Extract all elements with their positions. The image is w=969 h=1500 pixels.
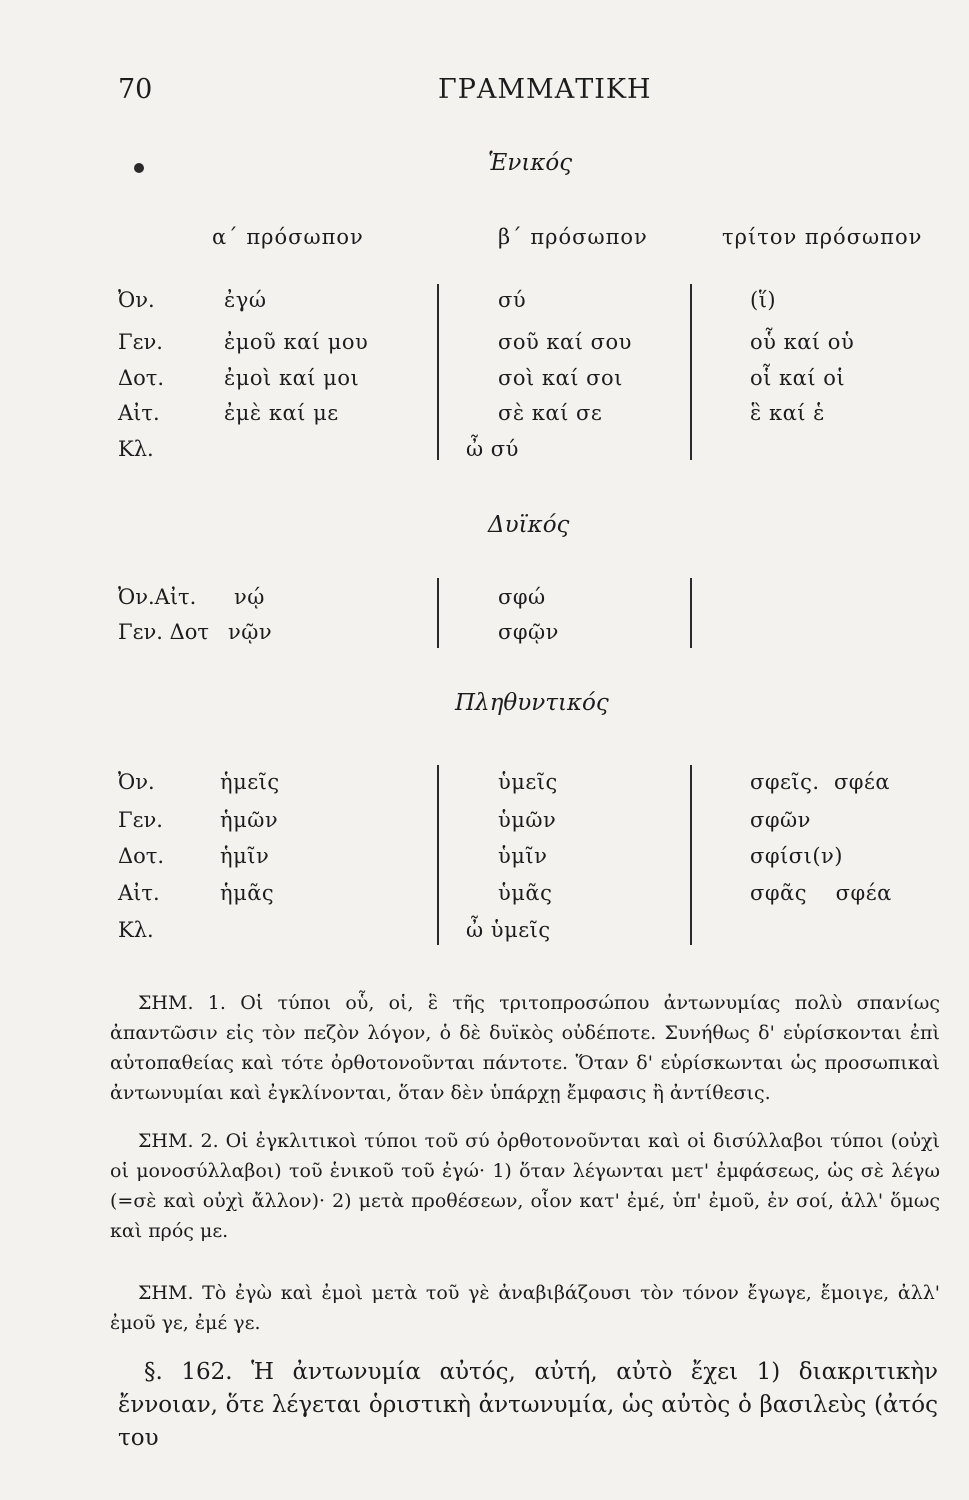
form-second-person: σοὶ καί σοι [498,366,623,390]
case-label: Ὀν.Αἰτ. [118,585,197,609]
col-head-third: τρίτον πρόσωπον [722,225,923,249]
case-label: Δοτ. [118,844,165,868]
case-label: Γεν. [118,330,163,354]
case-label: Γεν. [118,808,163,832]
running-title: ΓΡΑΜΜΑΤΙΚΗ [438,74,652,105]
dual-title: Δυϊκός [488,512,570,538]
column-rule [437,284,439,460]
form-second-person: ὑμᾶς [498,881,553,905]
note-text: ΣΗΜ. 2. Οἱ ἐγκλιτικοὶ τύποι τοῦ σύ ὀρθοτονοῦνται καὶ οἱ δισύλλαβοι τύποι (οὐχὶ οἱ μονοσύλλαβοι) τοῦ ἑνικοῦ τοῦ ἐγώ· 1) ὅταν λέγωνται μετ' ἐμφάσεως, ὡς σὲ λέγω (=σὲ καὶ οὐχὶ ἄλλον)· 2) μετὰ προθέσεων, οἷον κατ' ἐμέ, ὑπ' ἐμοῦ, ἐν σοί, ἀλλ' ὅμως καὶ πρός με. [110,1130,940,1242]
form-third-person: σφᾶς σφέα [750,881,892,905]
form-second-person: σύ [498,288,527,312]
case-label: Κλ. [118,918,154,942]
form-second-person: σφώ [498,585,546,609]
form-first-person: νῴ [234,585,265,609]
form-third-person: οὗ καί οὑ [750,330,855,354]
form-third-person: οἷ καί οἱ [750,366,846,390]
form-second-person: σοῦ καί σου [498,330,632,354]
case-label: Ὀν. [118,288,155,312]
col-head-second: β΄ πρόσωπον [498,225,648,249]
form-third-person: σφῶν [750,808,811,832]
note-text: ΣΗΜ. 1. Οἱ τύποι οὗ, οἱ, ἓ τῆς τριτοπροσώπου ἀντωνυμίας πολὺ σπανίως ἀπαντῶσιν εἰς τὸν πεζὸν λόγον, ὁ δὲ δυϊκὸς οὐδέποτε. Συνήθως δ' εὑρίσκονται ἐπὶ αὐτοπαθείας καὶ τότε ὀρθοτονοῦνται πάντοτε. Ὅταν δ' εὑρίσκωνται ὡς προσωπικαὶ ἀντωνυμίαι καὶ ἐγκλίνονται, ὅταν δὲν ὑπάρχῃ ἔμφασις ἢ ἀντίθεσις. [110,992,940,1104]
column-rule [690,765,692,945]
column-rule [437,765,439,945]
column-rule [690,578,692,648]
note-text: ΣΗΜ. Τὸ ἐγὼ καὶ ἐμοὶ μετὰ τοῦ γὲ ἀναβιβάζουσι τὸν τόνον ἔγωγε, ἔμοιγε, ἀλλ' ἐμοῦ γε, ἐμέ γε. [110,1282,940,1334]
section-text: §. 162. Ἡ ἀντωνυμία αὐτός, αὐτή, αὐτὸ ἔχει 1) διακριτικὴν ἔννοιαν, ὅτε λέγεται ὁριστικὴ ἀντωνυμία, ὡς αὐτὸς ὁ βασιλεὺς (ἀτός του [118,1359,938,1451]
col-head-first: α΄ πρόσωπον [212,225,364,249]
form-second-person: ὦ ὑμεῖς [466,918,551,942]
form-first-person: ἡμᾶς [220,881,275,905]
note-2 [110,1126,940,1246]
form-first-person: ἡμῖν [220,844,270,868]
form-first-person: ἡμεῖς [220,770,280,794]
case-label: Δοτ. [118,366,165,390]
ink-blot [134,163,144,173]
form-first-person: ἐγώ [224,288,267,312]
form-third-person: ἓ καί ἑ [750,401,825,425]
section-162 [118,1356,938,1455]
form-second-person: ὑμῖν [498,844,548,868]
case-label: Αἰτ. [118,881,160,905]
case-label: Γεν. Δοτ [118,620,209,644]
form-first-person: ἐμὲ καί με [224,401,339,425]
form-second-person: σφῷν [498,620,559,644]
form-first-person: νῷν [228,620,273,644]
form-third-person: (ἵ) [750,288,777,312]
singular-title: Ἑνικός [488,150,573,176]
form-first-person: ἐμοὶ καί μοι [224,366,360,390]
form-second-person: ὦ σύ [466,437,519,461]
form-second-person: ὑμῶν [498,808,557,832]
form-first-person: ἡμῶν [220,808,279,832]
form-second-person: ὑμεῖς [498,770,558,794]
form-second-person: σὲ καί σε [498,401,603,425]
page-number: 70 [118,74,153,105]
note-3 [110,1278,940,1338]
column-rule [690,284,692,460]
case-label: Κλ. [118,437,154,461]
plural-title: Πληθυντικός [455,690,609,716]
form-third-person: σφίσι(ν) [750,844,843,868]
note-1 [110,988,940,1108]
form-third-person: σφεῖς. σφέα [750,770,891,794]
case-label: Αἰτ. [118,401,160,425]
form-first-person: ἐμοῦ καί μου [224,330,369,354]
column-rule [437,578,439,648]
case-label: Ὀν. [118,770,155,794]
